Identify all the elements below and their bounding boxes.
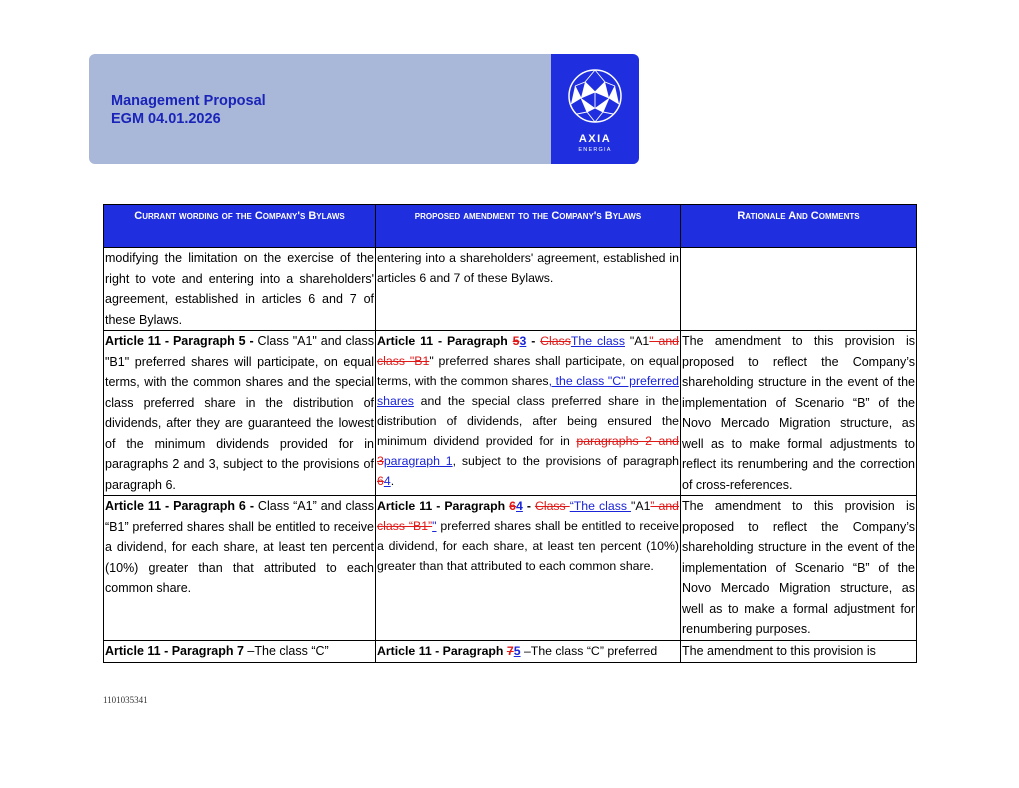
rationale-cell [681, 248, 917, 331]
header-title [111, 92, 266, 128]
bylaws-comparison-table [103, 204, 917, 663]
article-text: "A1 [624, 334, 650, 348]
proposed-amendment-cell: entering into a shareholders' agreement, established in articles 6 and 7 of these Bylaws. [376, 248, 681, 331]
article-text: and the special class preferred share in the distribution of dividends, after being ensured the minimum dividend provided for in [377, 394, 679, 448]
article-reference: Article 11 - Paragraph 7 [105, 643, 244, 658]
inserted-text: “The class [569, 499, 631, 513]
article-text: , subject to the provisions of paragraph [452, 454, 680, 468]
table-row [104, 496, 917, 641]
deleted-text: Class [534, 499, 570, 513]
deleted-text: 6 [377, 474, 384, 488]
article-reference: Article 11 - Paragraph [377, 643, 507, 658]
proposed-amendment-cell [376, 496, 681, 641]
deleted-text: 5 [512, 334, 520, 348]
article-text: –The class “C” [243, 643, 329, 658]
logo-name: AXIA [578, 133, 612, 145]
inserted-text: " [432, 519, 437, 533]
table-row [104, 331, 917, 496]
inserted-text: 5 [513, 643, 521, 658]
globe-logo-icon [567, 68, 623, 124]
article-text: preferred shares shall be entitled to receive a dividend, for each share, at least ten percent (10%) greater than that attributed to each common share. [377, 519, 679, 573]
deleted-text: ” and class “B1” [377, 499, 680, 533]
current-wording-cell [104, 496, 376, 641]
article-text: Class "A1" and class "B1" preferred shares will participate, on equal terms, with the common shares and the special class preferred share in the distribution of dividends, after they are guaranteed the lowest of the minimum dividends provided for in paragraphs 2 and 3, subject to the provisions of paragraph 6. [105, 334, 374, 492]
header-banner [89, 54, 551, 164]
deleted-text: 6 [509, 499, 517, 513]
inserted-text: paragraph 1 [383, 454, 453, 468]
rationale-cell: The amendment to this provision is proposed to reflect the Company’s shareholding structure in the event of the implementation of Scenario “B” of the Novo Mercado Migration structure, as well as to make a formal adjustment for renumbering purposes. [681, 496, 917, 641]
article-text: Class “A1” and class “B1” preferred shares shall be entitled to receive a dividend, for each share, at least ten percent (10%) greater than that attributed to each common share. [105, 499, 374, 595]
article-text: –The class “C” preferred [520, 643, 658, 658]
header-rationale: Rationale And Comments [681, 205, 917, 248]
table-header-row [104, 205, 917, 248]
current-wording-cell: modifying the limitation on the exercise of the right to vote and entering into a shareholders' agreement, established in articles 6 and 7 of these Bylaws. [104, 248, 376, 331]
article-reference: Article 11 - Paragraph [377, 334, 513, 348]
header-proposed-amendment: proposed amendment to the Company's Bylaws [376, 205, 681, 248]
article-separator: - [522, 499, 535, 513]
inserted-text: 3 [519, 334, 527, 348]
article-reference: Article 11 - Paragraph 6 - [105, 499, 254, 513]
table-row [104, 248, 917, 331]
article-text: "A1 [631, 499, 651, 513]
rationale-cell: The amendment to this provision is [681, 640, 917, 662]
current-wording-cell [104, 640, 376, 662]
table-row [104, 640, 917, 662]
article-reference: Article 11 - Paragraph 5 - [105, 334, 254, 348]
deleted-text: " and class "B1 [377, 334, 680, 368]
document-id: 1101035341 [103, 695, 148, 705]
article-text: . [390, 474, 395, 488]
article-reference: Article 11 - Paragraph [377, 499, 510, 513]
proposed-amendment-cell [376, 640, 681, 662]
current-wording-cell [104, 331, 376, 496]
inserted-text: 4 [516, 499, 523, 513]
header-current-wording: Currant wording of the Company's Bylaws [104, 205, 376, 248]
article-text: " preferred shares shall participate, on equal terms, with the common shares [377, 354, 679, 388]
header-title-line1: Management Proposal [111, 93, 266, 109]
proposed-amendment-cell [376, 331, 681, 496]
rationale-cell: The amendment to this provision is proposed to reflect the Company’s shareholding structure in the event of the implementation of Scenario “B” of the Novo Mercado Migration structure, as well as to make formal adjustments to reflect its renumbering and the correction of cross-references. [681, 331, 917, 496]
deleted-text: Class [540, 334, 571, 348]
inserted-text: , the class "C" preferred shares [377, 374, 679, 408]
inserted-text: 4 [383, 474, 391, 488]
company-logo [551, 54, 639, 164]
logo-subtitle: ENERGIA [578, 147, 612, 153]
header-title-line2: EGM 04.01.2026 [111, 111, 221, 127]
inserted-text: The class [570, 334, 625, 348]
deleted-text: 7 [506, 643, 514, 658]
article-separator: - [526, 334, 541, 348]
deleted-text: paragraphs 2 and 3 [377, 434, 680, 468]
